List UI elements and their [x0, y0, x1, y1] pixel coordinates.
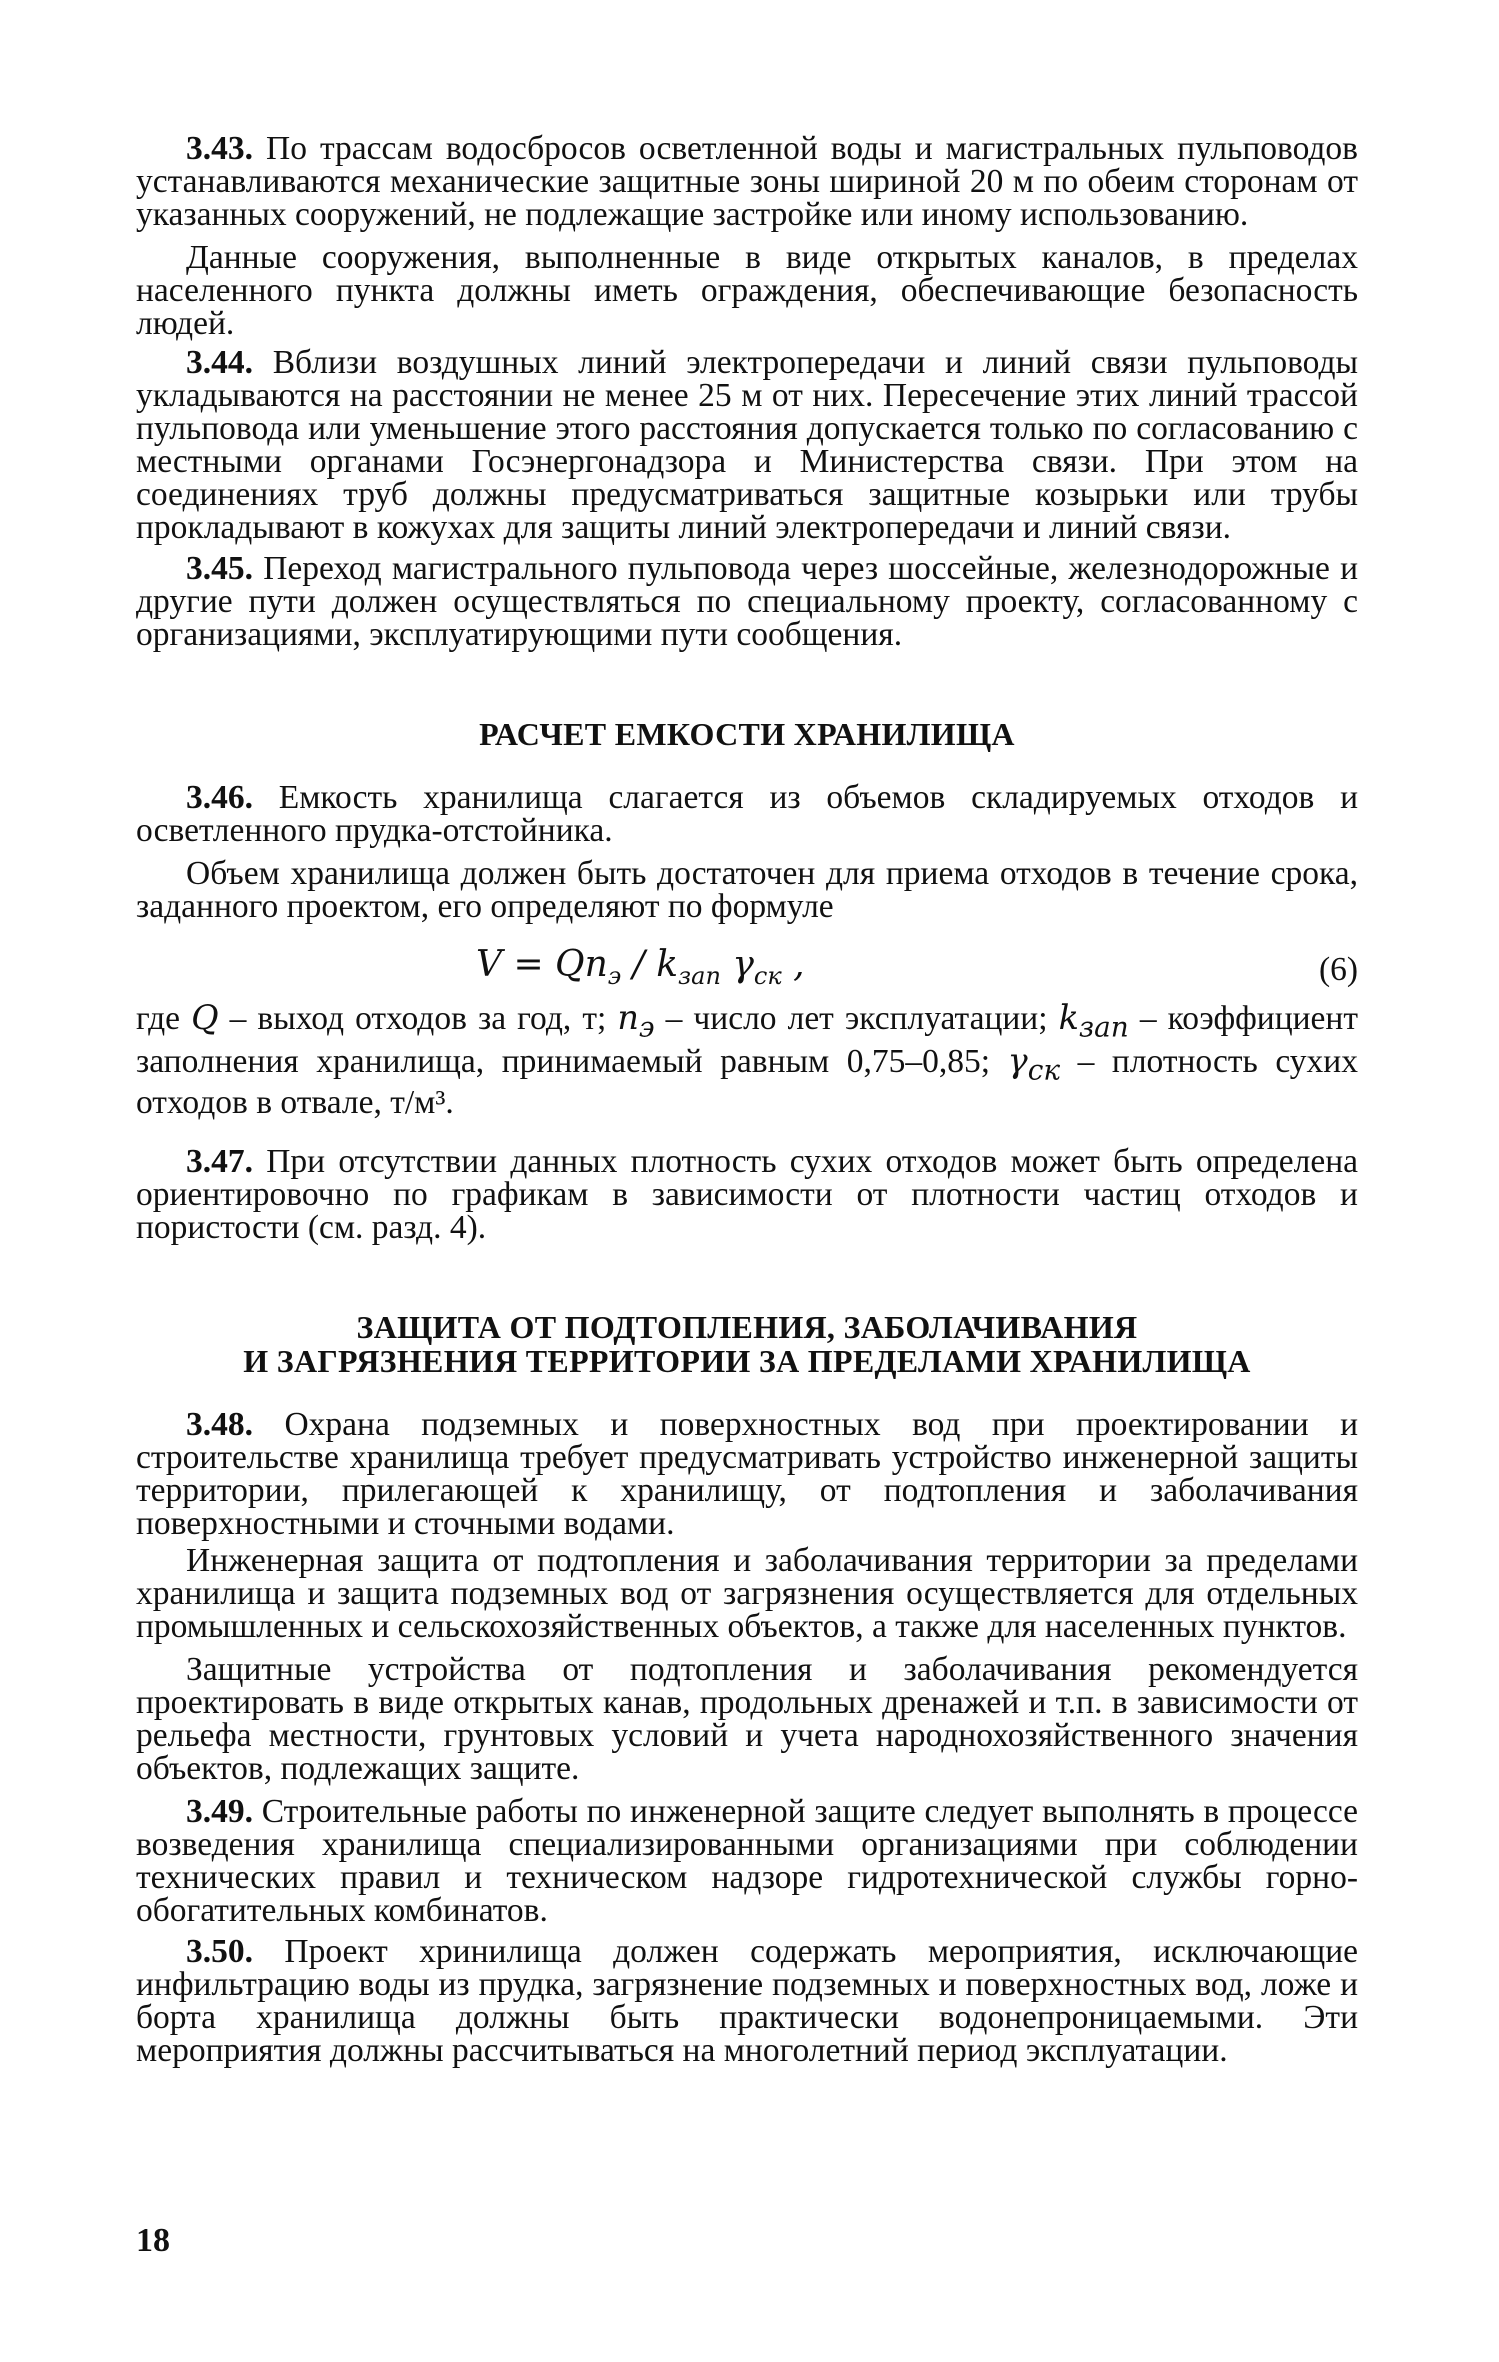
paragraph-3-46-cont: Объем хранилища должен быть достаточен для приема отходов в течение срока, заданного проектом, его определяют по формуле [136, 855, 1358, 925]
formula-expression: $V = Qn_э / k_{зап}$ $\gamma_{ск}$ , [476, 944, 805, 991]
paragraph-3-47 [136, 1143, 1358, 1247]
paragraph-3-50 [136, 1933, 1358, 2070]
paragraph-text: Проект хринилища должен содержать мероприятия, исключающие инфильтрацию воды из прудка, загрязнение подземных и поверхностных вод, ложе и борта хранилища должны быть практически водонепроницаемыми. Эти мероприятия должны рассчитываться на многолетний период эксплуатации. [136, 1933, 1358, 2070]
section-number: 3.45. [186, 550, 253, 587]
paragraph-3-43 [136, 132, 1358, 231]
paragraph-3-48-cont2: Защитные устройства от подтопления и заболачивания рекомендуется проектировать в виде открытых канав, продольных дренажей и т.п. в зависимости от рельефа местности, грунтовых условий и учета народнохозяйственного значения объектов, подлежащих защите. [136, 1651, 1358, 1788]
paragraph-text: Охрана подземных и поверхностных вод при проектировании и строительстве хранилища требует предусматривать устройство инженерной защиты территории, прилегающей к хранилищу, от подтопления и заболачивания поверхностными и сточными водами. [136, 1406, 1358, 1543]
section-number: 3.44. [186, 344, 253, 381]
section-number: 3.50. [186, 1933, 253, 1971]
paragraph-3-48 [136, 1406, 1358, 1543]
section-number: 3.47. [186, 1143, 253, 1181]
formula-6 [136, 941, 1358, 997]
page-body [136, 130, 1359, 2070]
section-heading-protection-1: ЗАЩИТА ОТ ПОДТОПЛЕНИЯ, ЗАБОЛАЧИВАНИЯ [356, 1309, 1138, 1346]
paragraph-3-46 [136, 781, 1358, 847]
paragraph-3-43-cont: Данные сооружения, выполненные в виде открытых каналов, в пределах населенного пункта должны иметь ограждения, обеспечивающие безопасность людей. [136, 239, 1358, 342]
paragraph-text: Вблизи воздушных линий электропередачи и линий связи пульповоды укладываются на расстоянии не менее 25 м от них. Пересечение этих линий трассой пульповода или уменьшение этого расстояния допускается только по согласованию с местными органами Госэнергонадзора и Министерства связи. При этом на соединениях труб должны предусматриваться защитные козырьки или трубы прокладывают в кожухах для защиты линий электропередачи и линий связи. [136, 344, 1359, 546]
section-number: 3.48. [186, 1406, 253, 1444]
formula-number: (6) [1318, 951, 1358, 988]
page-number: 18 [136, 2222, 170, 2259]
section-heading-protection-2: И ЗАГРЯЗНЕНИЯ ТЕРРИТОРИИ ЗА ПРЕДЕЛАМИ ХРАНИЛИЩА [243, 1343, 1251, 1380]
paragraph-3-49 [136, 1793, 1359, 1930]
paragraph-3-48-cont: Инженерная защита от подтопления и заболачивания территории за пределами хранилища и защита подземных вод от загрязнения осуществляется для отдельных промышленных и сельскохозяйственных объектов, а также для населенных пунктов. [136, 1542, 1358, 1646]
paragraph-text: Строительные работы по инженерной защите следует выполнять в процессе возведения хранилища специализированными организациями при соблюдении технических правил и техническом надзоре гидротехнической службы горно-обогатительных комбинатов. [136, 1793, 1359, 1930]
paragraph-text: По трассам водосбросов осветленной воды и магистральных пульповодов устанавливаются механические защитные зоны шириной 20 м по обеим сторонам от указанных сооружений, не подлежащие застройке или иному использованию. [136, 130, 1358, 233]
paragraph-3-45 [136, 552, 1358, 651]
formula-legend: где Q – выход отходов за год, т; $n_э$ – число лет эксплуатации; $k_{зап}$ – коэффициент заполнения хранилища, принимаемый равным 0,75–0,85; $\gamma_{ск}$ – плотность сухих отходов в отвале, т/м³. [136, 998, 1358, 1122]
section-number: 3.46. [186, 779, 253, 816]
section-number: 3.49. [186, 1793, 253, 1831]
paragraph-text: Переход магистрального пульповода через шоссейные, железнодорожные и другие пути должен осуществляться по специальному проекту, согласованному с организациями, эксплуатирующими пути сообщения. [136, 550, 1358, 653]
paragraph-3-44 [136, 346, 1358, 544]
paragraph-text: При отсутствии данных плотность сухих отходов может быть определена ориентировочно по графикам в зависимости от плотности частиц отходов и пористости (см. разд. 4). [136, 1143, 1358, 1247]
section-number: 3.43. [186, 130, 253, 167]
paragraph-text: Емкость хранилища слагается из объемов складируемых отходов и осветленного прудка-отстойника. [136, 779, 1358, 849]
section-heading-capacity: РАСЧЕТ ЕМКОСТИ ХРАНИЛИЩА [479, 716, 1015, 752]
